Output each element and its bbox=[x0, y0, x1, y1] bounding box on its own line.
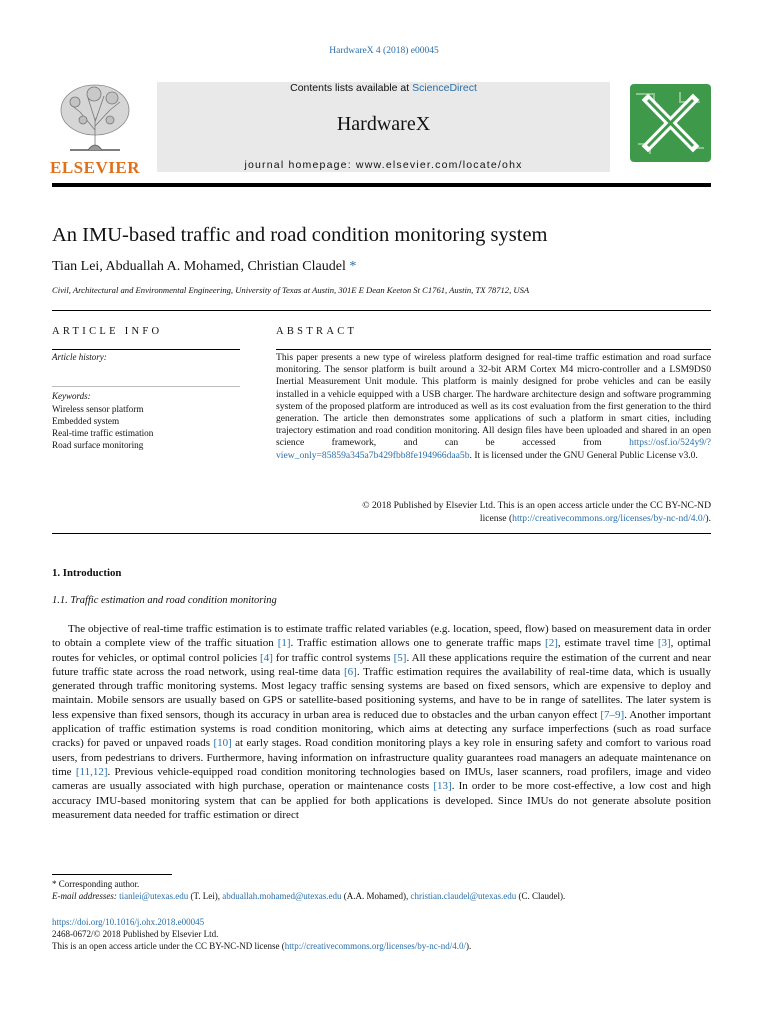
citation-link[interactable]: [6] bbox=[344, 665, 357, 678]
email-link[interactable]: christian.claudel@utexas.edu bbox=[410, 891, 517, 901]
intro-text-segment: The objective of real-time traffic estimation is to estimate traffic related variables (e.g. location, speed, flow) based on measurement data in order to obtain a complete view of the traffic situation bbox=[52, 623, 711, 650]
keyword-item: Real-time traffic estimation bbox=[52, 428, 154, 438]
subsection-heading: 1.1. Traffic estimation and road condition monitoring bbox=[52, 595, 277, 606]
cc-license-link[interactable]: http://creativecommons.org/licenses/by-nc-nd/4.0/ bbox=[512, 513, 706, 524]
author-list: Tian Lei, Abduallah A. Mohamed, Christian Claudel * bbox=[52, 259, 357, 274]
elsevier-wordmark: ELSEVIER bbox=[50, 158, 140, 177]
intro-text-segment: . Another important application of traffic estimation systems is road condition monitoring, which aims at detecting any surface imperfections (such as road surface cracks) for paved or unpaved roads bbox=[52, 708, 711, 750]
journal-homepage-link[interactable]: journal homepage: www.elsevier.com/locate/ohx bbox=[244, 159, 523, 171]
corresponding-author-mark[interactable]: * bbox=[349, 259, 357, 274]
keyword-item: Road surface monitoring bbox=[52, 440, 144, 450]
affiliation: Civil, Architectural and Environmental Engineering, University of Texas at Austin, 301E E Dean Keeton St C1761, Austin, TX 78712, USA bbox=[52, 285, 530, 295]
abstract-text: This paper presents a new type of wireless platform designed for real-time traffic estimation and road surface monitoring. The sensor platform is built around a 32-bit ARM Cortex M4 micro-controller and a LSM9DS0 Inertial Measurement Unit module. This platform is mainly designed for probe vehicles and can be easily installed in a vehicle equipped with a USB charger. The hardware architecture design and software programming system of the proposed platform are introduced as well as its cost evaluation from the first generation to the third generation. The article then demonstrates some applications of such a platform in smart cities, including trajectory estimation and road condition monitoring. All design files have been uploaded and shared in an open science framework, and can be accessed from https://osf.io/524y9/?view_only=85859a345a7b429fbb8fe194966daa5b. It is licensed under the GNU General Public License v3.0. bbox=[276, 352, 711, 461]
journal-name: HardwareX bbox=[336, 113, 431, 135]
citation-link[interactable]: [3] bbox=[657, 637, 671, 650]
journal-reference-link[interactable]: HardwareX 4 (2018) e00045 bbox=[329, 46, 439, 56]
introduction-paragraph bbox=[52, 622, 711, 822]
citation-link[interactable]: [7–9] bbox=[600, 708, 625, 721]
intro-text-segment: . In order to be more cost-effective, a low cost and high accuracy IMU-based monitoring system that can be applied for both applications is developed. Since IMUs do not generate absolute position measurement data needed for traffic estimation or direct bbox=[52, 780, 712, 821]
email-link[interactable]: abduallah.mohamed@utexas.edu bbox=[222, 891, 342, 901]
intro-text-segment: , estimate travel time bbox=[557, 637, 658, 650]
keywords-label: Keywords: bbox=[52, 391, 91, 401]
history-rule bbox=[52, 386, 240, 387]
intro-text-segment: . All these applications require the estimation of the current and near future traffic state across the road network, using real-time data bbox=[52, 651, 711, 678]
citation-link[interactable]: [5] bbox=[393, 651, 407, 664]
abstract-heading: ABSTRACT bbox=[276, 326, 358, 337]
citation-link[interactable]: [10] bbox=[213, 737, 232, 750]
corresponding-author-note: * Corresponding author. bbox=[52, 879, 140, 889]
intro-text-segment: . Previous vehicle-equipped road condition monitoring technologies based on IMUs, laser scanners, road profilers, image and video cameras are usually associated with high purchase, operation or maintenance costs bbox=[52, 765, 711, 793]
abstract-rule bbox=[276, 349, 711, 350]
article-title: An IMU-based traffic and road condition monitoring system bbox=[52, 224, 548, 246]
license-line: This is an open access article under the CC BY-NC-ND license (http://creativecommons.org/licenses/by-nc-nd/4.0/). bbox=[52, 941, 472, 951]
keyword-item: Embedded system bbox=[52, 416, 120, 426]
footnote-rule bbox=[52, 874, 172, 875]
article-info-rule bbox=[52, 349, 240, 350]
section-heading: 1. Introduction bbox=[52, 567, 122, 579]
intro-text-segment: for traffic control systems bbox=[272, 651, 394, 664]
intro-text-segment: , optimal routes for vehicles, or optimal control policies bbox=[52, 637, 711, 664]
email-link[interactable]: tianlei@utexas.edu bbox=[119, 891, 189, 901]
contents-available-line: Contents lists available at ScienceDirect bbox=[290, 82, 477, 94]
intro-text-segment: . Traffic estimation requires the availability of real-time data, which is usually generated through traffic monitoring systems. Most legacy traffic sensing systems are based on fixed sensors, which are expensive to deploy and maintain. Mobile sensors are usually based on GPS or satellite-based positioning systems, and have to be in range of satellites. The later system is less expensive than fixed sensors, though its accuracy in urban area is reduced due to obstacles and the urban canyon effect bbox=[52, 665, 711, 721]
citation-link[interactable]: [13] bbox=[433, 780, 452, 793]
citation-link[interactable]: [11,12] bbox=[75, 765, 108, 778]
hardwarex-cover-logo bbox=[630, 84, 711, 162]
abstract-copyright: © 2018 Published by Elsevier Ltd. This is an open access article under the CC BY-NC-ND license (http://creativecommons.org/licenses/by-nc-nd/4.0/). bbox=[362, 500, 711, 524]
section-rule bbox=[52, 310, 711, 311]
intro-text-segment: . Traffic estimation allows one to generate traffic maps bbox=[290, 637, 546, 650]
citation-link[interactable]: [1] bbox=[277, 637, 291, 650]
issn-line: 2468-0672/© 2018 Published by Elsevier Ltd. bbox=[52, 929, 219, 939]
header-rule bbox=[52, 183, 711, 187]
sciencedirect-link[interactable]: ScienceDirect bbox=[412, 82, 477, 94]
doi-link[interactable]: https://doi.org/10.1016/j.ohx.2018.e00045 bbox=[52, 917, 205, 927]
license-link[interactable]: http://creativecommons.org/licenses/by-nc-nd/4.0/ bbox=[284, 941, 466, 951]
citation-link[interactable]: [4] bbox=[260, 651, 273, 664]
keyword-item: Wireless sensor platform bbox=[52, 404, 144, 414]
osf-link[interactable]: https://osf.io/524y9/?view_only=85859a345a7b429fbb8fe194966daa5b bbox=[276, 437, 711, 461]
intro-text-segment: at early stages. Road condition monitoring plays a key role in ensuring safety and comfort to various road users, from pedestrians to drivers. Furthermore, having information on infrastructure quality guarantees road managers an adequate maintenance on time bbox=[52, 737, 711, 778]
citation-link[interactable]: [2] bbox=[545, 637, 558, 650]
article-history-label: Article history: bbox=[52, 352, 107, 362]
abstract-end-rule bbox=[52, 533, 711, 534]
email-addresses: E-mail addresses: tianlei@utexas.edu (T. Lei), abduallah.mohamed@utexas.edu (A.A. Mohamed), christian.claudel@utexas.edu (C. Claudel). bbox=[52, 891, 566, 901]
article-info-heading: ARTICLE INFO bbox=[52, 326, 163, 337]
